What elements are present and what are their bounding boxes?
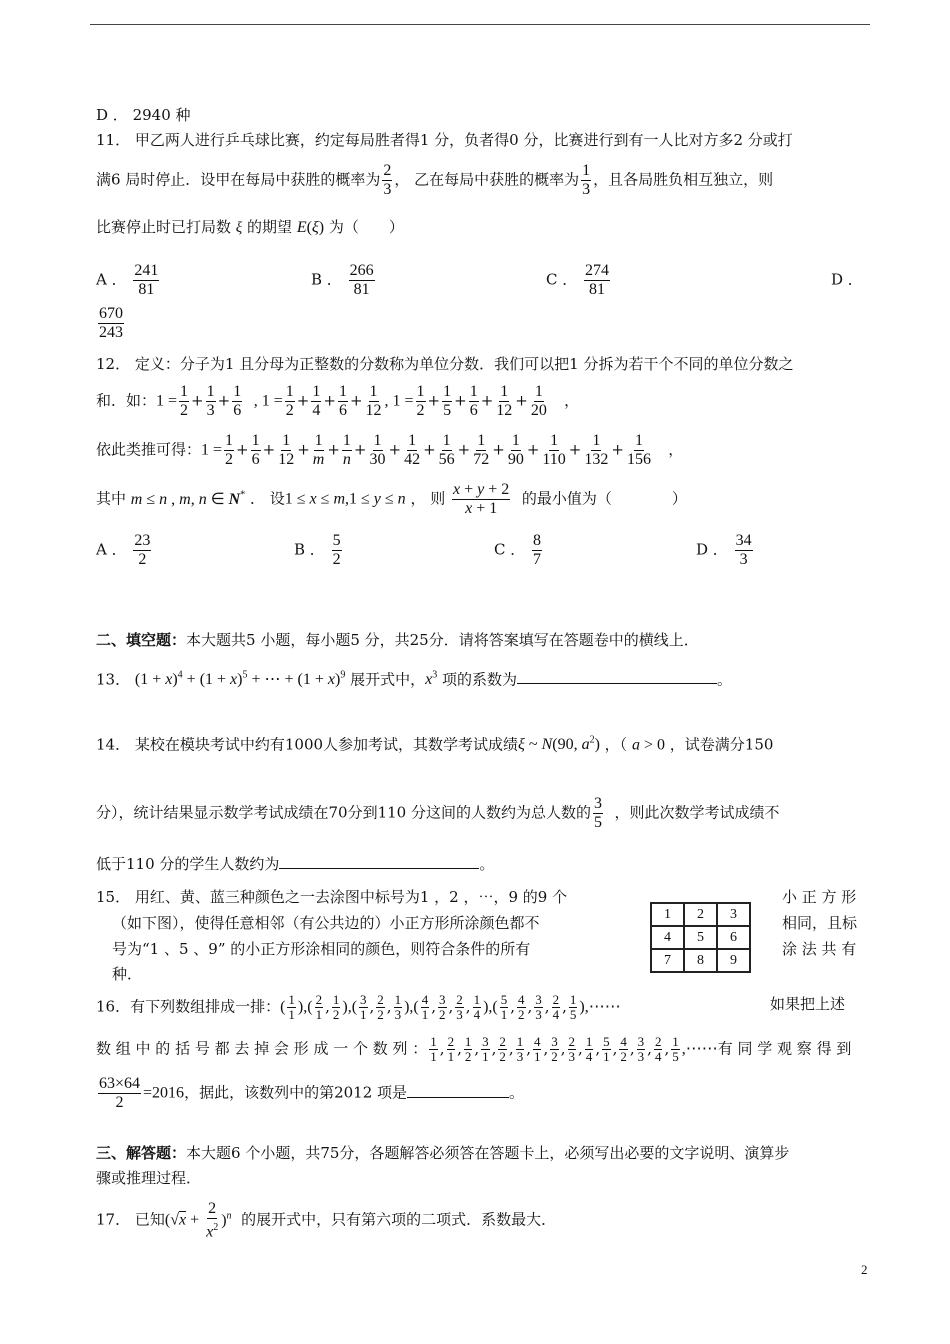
- q11-line3: 比赛停止时已打局数 ξ 的期望 E(ξ) 为（ ）: [96, 218, 404, 236]
- q16-line3: $\frac{63\times 64}{2}$ =2016，据此，该数列中的第2012 项是 。: [99, 1075, 525, 1111]
- q14-line1: 14． 某校在模块考试中约有1000人参加考试，其数学考试成绩ξ ~ N(90, $a^2$) ，（ a > 0 ，试卷满分150: [96, 735, 774, 754]
- q12-options: A ． $\frac{23}{2}$ B ． $\frac{5}{2}$ C ． $\frac{8}{7}$ D ． $\frac{34}{3}$: [96, 532, 752, 568]
- q16-answer-blank[interactable]: [407, 1096, 509, 1098]
- grid-cell: 8: [684, 949, 717, 972]
- grid-cell: 6: [717, 926, 750, 949]
- q13-answer-blank[interactable]: [517, 682, 717, 684]
- q11-line2: 满6 局时停止．设甲在每局中获胜的概率为 $\frac{2}{3}$ ， 乙在每局中获胜的概率为 $\frac{1}{3}$ ，且各局胜负相互独立，则: [96, 162, 774, 198]
- q15-line1-right: 小 正 方 形: [782, 888, 857, 906]
- q16-line2: 数 组 中 的 括 号 都 去 掉 会 形 成 一 个 数 列 ： $\frac{1}{1}$ , $\frac{2}{1}$ , $\frac{1}{2}$ , $\frac{3}{1}$ , $\frac{2}{2}$ , $\frac{1}{3}$ , $\frac{4}{1}$ , $\frac{3}{2}$ , $\frac{2}{3}$ , $\frac{1}{4}$ , $\frac{5}{1}$ , $\frac{4}{2}$ , $\frac{3}{3}$ , $\frac{2}{4}$ , $\frac{1}{5}$ ,⋯⋯有 同 学 观 察 得 到: [96, 1034, 852, 1064]
- grid-cell: 9: [717, 949, 750, 972]
- q15-line3: 号为“1 、5 、9” 的小正方形涂相同的颜色，则符合条件的所有: [112, 940, 531, 958]
- section3-line1: 三、解答题：本大题6 个小题，共75分，各题解答必须答在答题卡上，必须写出必要的文字说明、演算步: [96, 1144, 790, 1162]
- grid-cell: 4: [651, 926, 684, 949]
- q12-line1: 12． 定义：分子为1 且分母为正整数的分数称为单位分数．我们可以把1 分拆为若干个不同的单位分数之: [96, 355, 794, 373]
- q15-line2: （如下图），使得任意相邻（有公共边的）小正方形所涂颜色都不: [112, 914, 540, 932]
- fraction-p-yi: $\frac{1}{3}$: [582, 162, 591, 198]
- q15-line2-right: 相同，且标: [782, 914, 858, 932]
- q12-line3: 依此类推可得：1 = $\frac{1}{2}$ + $\frac{1}{6}$ + $\frac{1}{12}$ + $\frac{1}{m}$ + $\frac{1}{n}$ + $\frac{1}{30}$ + $\frac{1}{42}$ + $\frac{1}{56}$ + $\frac{1}{72}$ + $\frac{1}{90}$ + $\frac{1}{110}$ + $\frac{1}{132}$ + $\frac{1}{156}$ ，: [96, 432, 684, 468]
- q12-line4: 其中 m ≤ n , m, n ∈ N* ． 设1 ≤ x ≤ m,1 ≤ y ≤ n ， 则 $\frac{x + y + 2}{x + 1}$ 的最小值为（ ）: [96, 481, 687, 517]
- q15-line4: 种．: [112, 965, 143, 983]
- grid-cell: 3: [717, 903, 750, 926]
- fraction-p-jia: $\frac{2}{3}$: [383, 162, 392, 198]
- q11-line1: 11． 甲乙两人进行乒乓球比赛，约定每局胜者得1 分，负者得0 分，比赛进行到有一人比对方多2 分或打: [96, 131, 793, 149]
- q16-line1: 16．有下列数组排成一排：( $\frac{1}{1}$ ),( $\frac{2}{1}$ , $\frac{1}{2}$ ),( $\frac{3}{1}$ , $\frac{2}{2}$ , $\frac{1}{3}$ ),( $\frac{4}{1}$ , $\frac{3}{2}$ , $\frac{2}{3}$ , $\frac{1}{4}$ ),( $\frac{5}{1}$ , $\frac{4}{2}$ , $\frac{3}{3}$ , $\frac{2}{4}$ , $\frac{1}{5}$ ),⋯⋯: [96, 992, 621, 1022]
- q11-option-d-value: $\frac{670}{243}$: [99, 305, 123, 341]
- grid-cell: 2: [684, 903, 717, 926]
- q13: 13． $(1 + x)^4 + (1 + x)^5$ + ⋯ + $(1 + x)^9$ 展开式中，$x^3$ 项的系数为 。: [96, 670, 733, 689]
- q11-options: A ． $\frac{241}{81}$ B ． $\frac{266}{81}$ C ． $\frac{274}{81}$ D ．: [96, 262, 863, 298]
- q12-line2: 和．如：1 = $\frac{1}{2}$ + $\frac{1}{3}$ + $\frac{1}{6}$ , 1 = $\frac{1}{2}$ + $\frac{1}{4}$ + $\frac{1}{6}$ + $\frac{1}{12}$ , 1 = $\frac{1}{2}$ + $\frac{1}{5}$ + $\frac{1}{6}$ + $\frac{1}{12}$ + $\frac{1}{20}$ ，: [96, 383, 580, 419]
- q15-line1: 15． 用红、黄、蓝三种颜色之一去涂图中标号为1 ，2 ，⋯，9 的9 个: [96, 888, 568, 906]
- q15-line3-right: 涂 法 共 有: [782, 940, 857, 958]
- section3-line2: 骤或推理过程．: [96, 1169, 202, 1187]
- numbered-grid: [650, 902, 751, 973]
- q10-option-d: D ． 2940 种: [96, 106, 191, 124]
- page-number: 2: [861, 1262, 868, 1277]
- grid-cell: 5: [684, 926, 717, 949]
- grid-cell: 7: [651, 949, 684, 972]
- section2-heading: 二、填空题：本大题共5 小题，每小题5 分，共25分．请将答案填写在答题卷中的横线上．: [96, 631, 699, 649]
- q14-line2: 分），统计结果显示数学考试成绩在70分到110 分这间的人数约为总人数的 $\frac{3}{5}$ ，则此次数学考试成绩不: [96, 795, 780, 831]
- q14-line3: 低于110 分的学生人数约为 。: [96, 855, 495, 873]
- grid-cell: 1: [651, 903, 684, 926]
- header-rule: [90, 24, 870, 25]
- q17: 17． 已知(√x + $\frac{2}{x^2}$ )$^n$ 的展开式中，只有第六项的二项式．系数最大．: [96, 1200, 557, 1241]
- q14-answer-blank[interactable]: [279, 867, 479, 869]
- q16-line1-right: 如果把上述: [770, 995, 846, 1013]
